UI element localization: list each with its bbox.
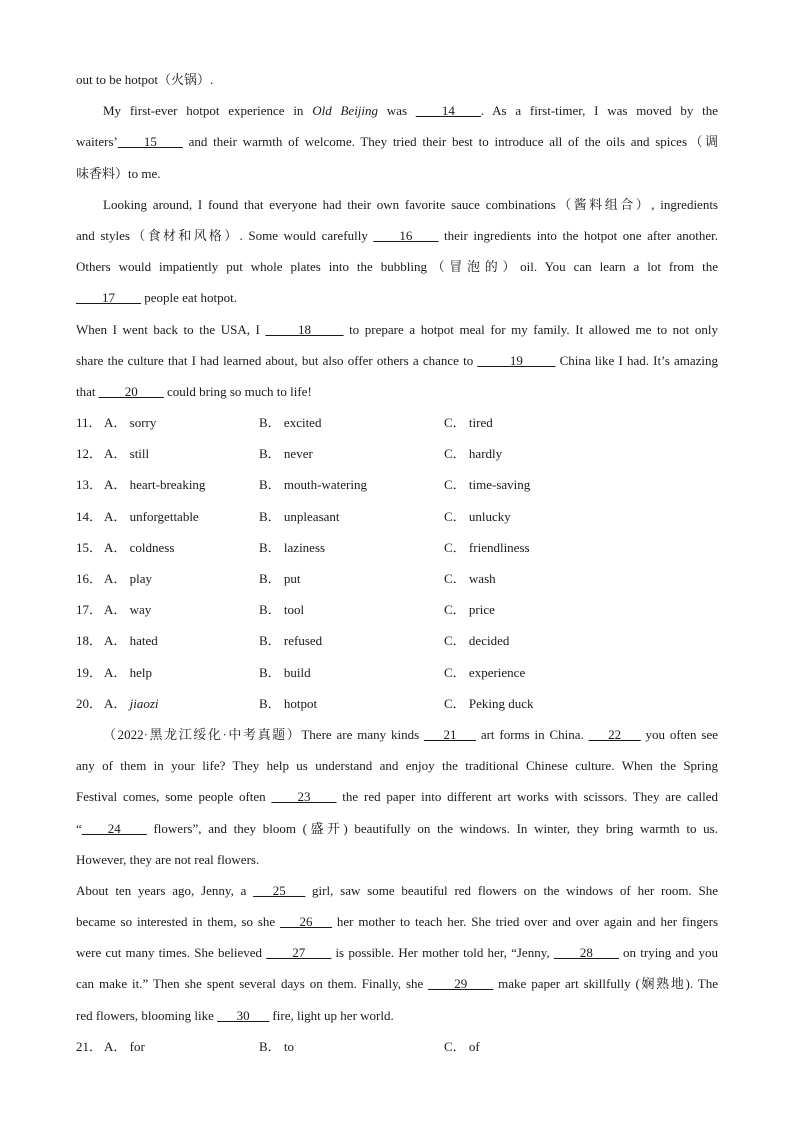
option-c[interactable]: C． wash	[444, 571, 496, 586]
option-a[interactable]: A． way	[104, 602, 152, 618]
option-a[interactable]: A． for	[104, 1038, 145, 1054]
option-b[interactable]: B． refused	[259, 633, 323, 649]
exam-page	[76, 64, 718, 1062]
blank-29[interactable]: ____29____	[428, 976, 494, 992]
blank-30[interactable]: ___30___	[217, 1007, 270, 1023]
option-b[interactable]: B． put	[259, 571, 301, 586]
passage2-line-4: “____24____ flowers”, and they bloom (盛开) beautifully on the windows. In winter, they bring warmth to us.	[76, 820, 718, 836]
option-a[interactable]: A． heart-breaking	[104, 477, 206, 493]
blank-28[interactable]: ____28____	[553, 945, 619, 961]
passage1-line-1: out to be hotpot（火锅）.	[76, 72, 214, 87]
passage1-line-3: waiters’____15____ and their warmth of welcome. They tried their best to introduce all of the oils and spices（调	[76, 134, 718, 150]
option-b[interactable]: B． build	[259, 664, 311, 680]
passage1-line-8: ____17____ people eat hotpot.	[76, 290, 238, 306]
blank-23[interactable]: ____23____	[271, 789, 337, 805]
option-a[interactable]: A． jiaozi	[104, 695, 159, 711]
blank-19[interactable]: _____19_____	[477, 352, 556, 368]
option-b[interactable]: B． to	[259, 1038, 295, 1054]
question-16: 16． A． play B． put C． wash	[76, 563, 718, 594]
blank-18[interactable]: _____18_____	[265, 321, 344, 337]
passage1-line-10: share the culture that I had learned about, but also offer others a chance to _____19_____ China like I had. It’s amazing	[76, 352, 719, 368]
passage1-line-5: Looking around, I found that everyone had their own favorite sauce combinations（酱料组合）, ingredients	[103, 196, 718, 212]
blank-20[interactable]: ____20____	[98, 383, 164, 399]
option-a[interactable]: A． hated	[104, 633, 158, 649]
passage1-line-9: When I went back to the USA, I _____18_____ to prepare a hotpot meal for my family. It allowed me to not only	[76, 321, 718, 337]
passage1-line-7: Others would impatiently put whole plates into the bubbling（冒泡的）oil. You can learn a lot from the	[76, 259, 718, 275]
passage1-line-2: My first-ever hotpot experience in Old Beijing was ____14____. As a first-timer, I was moved by the	[103, 103, 719, 119]
option-a[interactable]: A． still	[104, 446, 150, 462]
blank-14[interactable]: ____14____	[415, 103, 481, 119]
passage2-line-5: However, they are not real flowers.	[76, 851, 260, 867]
question-11: 11． A． sorry B． excited C． tired	[76, 407, 718, 438]
option-b[interactable]: B． hotpot	[259, 695, 318, 711]
blank-22[interactable]: ___22___	[588, 726, 641, 742]
question-14: 14． A． unforgettable B． unpleasant C． unlucky	[76, 501, 718, 532]
option-b[interactable]: B． excited	[259, 415, 322, 431]
question-15: 15． A． coldness B． laziness C． friendliness	[76, 532, 718, 563]
passage2-line-9: can make it.” Then she spent several days on them. Finally, she ____29____ make paper art skillfully (娴熟地). The	[76, 976, 718, 992]
blank-17[interactable]: ____17____	[76, 290, 141, 306]
option-b[interactable]: B． laziness	[259, 539, 326, 555]
passage2-line-6: About ten years ago, Jenny, a ___25___ girl, saw some beautiful red flowers on the windows of her room. She	[76, 882, 718, 898]
passage2-line-8: were cut many times. She believed ____27____ is possible. Her mother told her, “Jenny, ____28____ on trying and you	[76, 945, 718, 961]
option-b[interactable]: B． tool	[259, 602, 305, 618]
passage2-line-2: any of them in your life? They help us understand and enjoy the traditional Chinese culture. When the Spring	[76, 758, 718, 774]
option-a[interactable]: A． unforgettable	[104, 508, 199, 524]
option-b[interactable]: B． never	[259, 446, 313, 462]
question-18: 18． A． hated B． refused C． decided	[76, 625, 718, 656]
option-c[interactable]: C． of	[444, 1038, 480, 1054]
blank-16[interactable]: ____16____	[373, 227, 439, 243]
option-c[interactable]: C． time-saving	[444, 477, 531, 493]
option-c[interactable]: C． price	[444, 602, 495, 618]
question-21: 21． A． for B． to C． of	[76, 1031, 718, 1062]
option-c[interactable]: C． tired	[444, 415, 493, 431]
option-c[interactable]: C． friendliness	[444, 539, 530, 555]
option-b[interactable]: B． mouth-watering	[259, 477, 367, 493]
passage1-line-4: 味香料）to me.	[76, 165, 161, 181]
blank-26[interactable]: ___26___	[280, 914, 333, 930]
option-a[interactable]: A． coldness	[104, 539, 175, 555]
option-a[interactable]: A． sorry	[104, 415, 157, 431]
option-c[interactable]: C． decided	[444, 633, 510, 649]
passage2-line-10: red flowers, blooming like ___30___ fire, light up her world.	[76, 1007, 394, 1023]
question-17: 17． A． way B． tool C． price	[76, 594, 718, 625]
blank-24[interactable]: ____24____	[81, 820, 147, 836]
option-c[interactable]: C． unlucky	[444, 508, 511, 524]
passage2-line-1: （2022·黑龙江绥化·中考真题）There are many kinds ___21___ art forms in China. ___22___ you often see	[103, 726, 718, 742]
blank-21[interactable]: ___21___	[423, 726, 476, 742]
question-19: 19． A． help B． build C． experience	[76, 657, 718, 688]
option-c[interactable]: C． experience	[444, 664, 526, 680]
option-c[interactable]: C． Peking duck	[444, 695, 534, 711]
passage2-line-7: became so interested in them, so she ___26___ her mother to teach her. She tried over and over again and her fingers	[76, 914, 719, 930]
question-13: 13． A． heart-breaking B． mouth-watering C． time-saving	[76, 469, 718, 500]
blank-25[interactable]: ___25___	[253, 882, 306, 898]
question-20: 20． A． jiaozi B． hotpot C． Peking duck	[76, 688, 718, 719]
option-a[interactable]: A． play	[104, 571, 153, 586]
passage2-line-3: Festival comes, some people often ____23____ the red paper into different art works with scissors. They are called	[76, 789, 719, 805]
option-c[interactable]: C． hardly	[444, 446, 503, 462]
blank-27[interactable]: ____27____	[266, 945, 332, 961]
option-a[interactable]: A． help	[104, 664, 153, 680]
passage1-line-6: and styles（食材和风格）. Some would carefully ____16____ their ingredients into the hotpot one after another.	[76, 227, 719, 243]
question-12: 12． A． still B． never C． hardly	[76, 438, 718, 469]
blank-15[interactable]: ____15____	[117, 134, 183, 150]
option-b[interactable]: B． unpleasant	[259, 508, 340, 524]
passage1-line-11: that ____20____ could bring so much to life!	[76, 383, 312, 399]
